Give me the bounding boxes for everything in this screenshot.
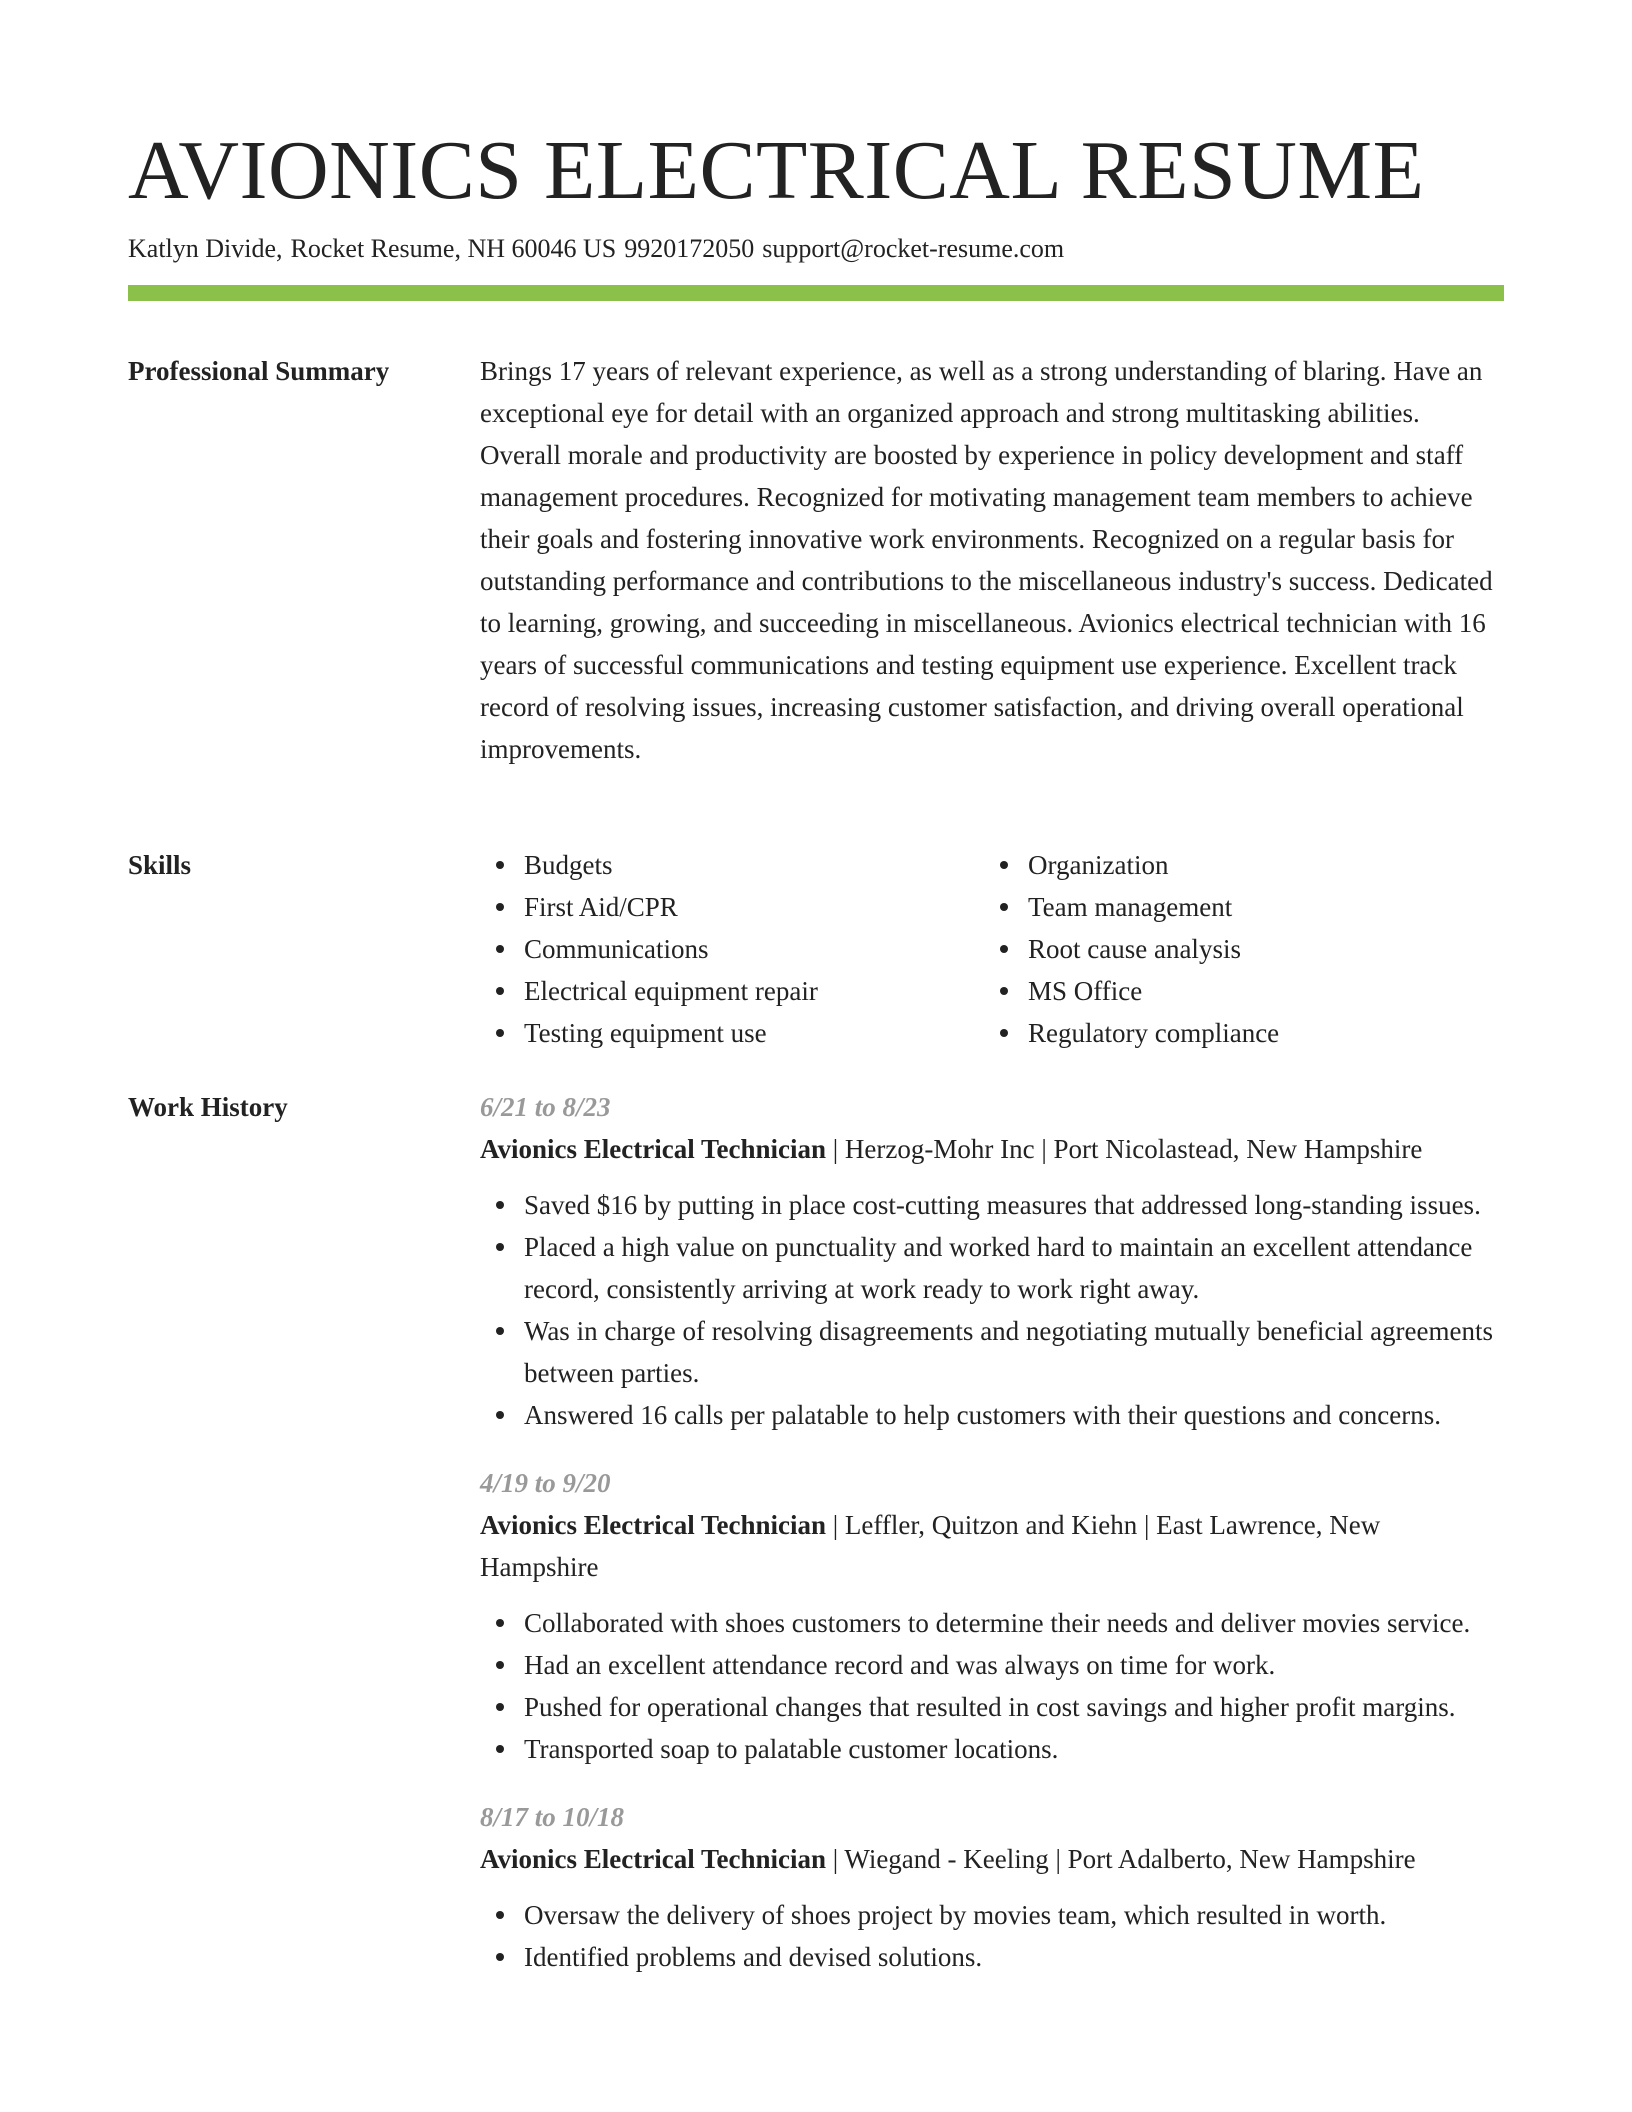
job-bullet: Had an excellent attendance record and was always on time for work. [480,1644,1504,1686]
resume-title: AVIONICS ELECTRICAL RESUME [128,124,1425,217]
job-bullet: Placed a high value on punctuality and worked hard to maintain an excellent attendance record, consistently arriving at work ready to work right away. [480,1226,1504,1310]
job-employer-location: | Wiegand - Keeling | Port Adalberto, New Hampshire [826,1844,1416,1874]
job-entry [480,1086,1504,1436]
skill-item: Electrical equipment repair [480,970,984,1012]
job-employer-location: | Herzog-Mohr Inc | Port Nicolastead, New Hampshire [826,1134,1423,1164]
skills-body [480,844,1504,1054]
contact-location: Rocket Resume, NH 60046 US [290,234,617,263]
work-history-body [480,1086,1504,2004]
skill-item: First Aid/CPR [480,886,984,928]
work-history-heading: Work History [128,1092,288,1122]
header-divider [128,285,1504,301]
skills-heading: Skills [128,850,192,880]
skill-item: Organization [984,844,1488,886]
job-employer-location: | Leffler, Quitzon and Kiehn | East Lawrence, New Hampshire [480,1510,1381,1582]
job-bullet: Transported soap to palatable customer locations. [480,1728,1504,1770]
summary-heading: Professional Summary [128,356,390,386]
skills-list-left [480,844,984,1054]
job-heading [480,1128,1504,1170]
contact-name: Katlyn Divide, [128,234,283,263]
job-bullet: Was in charge of resolving disagreements and negotiating mutually beneficial agreements between parties. [480,1310,1504,1394]
job-bullet: Oversaw the delivery of shoes project by movies team, which resulted in worth. [480,1894,1504,1936]
job-title: Avionics Electrical Technician [480,1510,826,1540]
summary-text: Brings 17 years of relevant experience, as well as a strong understanding of blaring. Have an exceptional eye for detail with an organized approach and strong multitasking abilities. Overall morale and productivity are boosted by experience in policy development and staff management procedures. Recognized for motivating management team members to achieve their goals and fostering innovative work environments. Recognized on a regular basis for outstanding performance and contributions to the miscellaneous industry's success. Dedicated to learning, growing, and succeeding in miscellaneous. Avionics electrical technician with 16 years of successful communications and testing equipment use experience. Excellent track record of resolving issues, increasing customer satisfaction, and driving overall operational improvements. [480,356,1493,764]
job-entry [480,1462,1504,1770]
job-title: Avionics Electrical Technician [480,1844,826,1874]
job-bullet: Pushed for operational changes that resulted in cost savings and higher profit margins. [480,1686,1504,1728]
job-heading [480,1504,1504,1588]
job-bullets [480,1894,1504,1978]
job-bullets [480,1184,1504,1436]
job-bullet: Identified problems and devised solutions. [480,1936,1504,1978]
job-bullet: Answered 16 calls per palatable to help customers with their questions and concerns. [480,1394,1504,1436]
skill-item: Team management [984,886,1488,928]
job-dates: 8/17 to 10/18 [480,1802,625,1832]
skill-item: Regulatory compliance [984,1012,1488,1054]
contact-line [128,232,1072,266]
job-entry [480,1796,1504,1978]
job-title: Avionics Electrical Technician [480,1134,826,1164]
job-bullet: Saved $16 by putting in place cost-cutting measures that addressed long-standing issues. [480,1184,1504,1226]
job-dates: 4/19 to 9/20 [480,1468,611,1498]
skills-list-right [984,844,1488,1054]
skill-item: Root cause analysis [984,928,1488,970]
job-bullets [480,1602,1504,1770]
contact-email: support@rocket-resume.com [762,234,1065,263]
job-heading [480,1838,1504,1880]
skill-item: Budgets [480,844,984,886]
skill-item: Testing equipment use [480,1012,984,1054]
job-dates: 6/21 to 8/23 [480,1092,611,1122]
contact-phone: 9920172050 [624,234,755,263]
skill-item: Communications [480,928,984,970]
skill-item: MS Office [984,970,1488,1012]
job-bullet: Collaborated with shoes customers to determine their needs and deliver movies service. [480,1602,1504,1644]
